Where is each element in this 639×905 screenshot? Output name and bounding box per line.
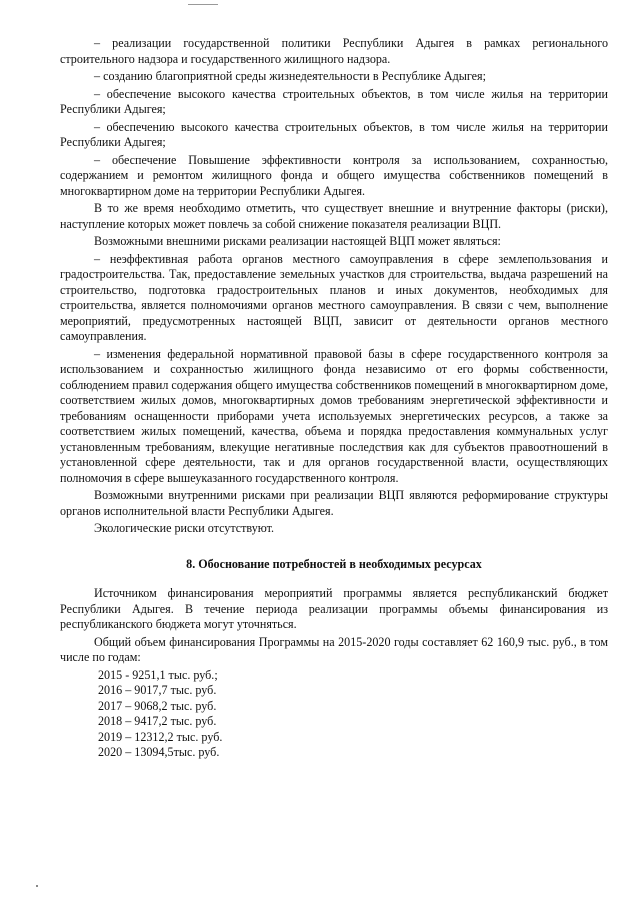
paragraph-internal-risks: Возможными внутренними рисками при реализации ВЦП являются реформирование структуры органов исполнительной власти Республики Адыгея. (60, 488, 608, 518)
funding-year-2019: 2019 – 12312,2 тыс. руб. (98, 729, 223, 744)
scan-artifact (188, 4, 218, 5)
paragraph-control-efficiency: – обеспечение Повышение эффективности контроля за использованием, сохранностью, содержанием и ремонтом жилищного фонда и общего имущества собственников помещений в многоквартирном доме на территории Республики Адыгея. (60, 152, 608, 198)
section-title: 8. Обоснование потребностей в необходимых ресурсах (186, 556, 482, 571)
funding-year-2016: 2016 – 9017,7 тыс. руб. (98, 683, 217, 697)
funding-year-2018: 2018 – 9417,2 тыс. руб. (98, 714, 217, 728)
paragraph-local-government-risk: – неэффективная работа органов местного самоуправления в сфере землепользования и градостроительства. Так, предоставление земельных участков для строительства, выдача разрешений на строительство, подготовка градостроительных планов и иных документов, необходимых для строительства, является полномочиями органов местного самоуправления. В связи с чем, выполнение мероприятий, предусмотренных настоящей ВЦП, зависит от деятельности органов местного самоуправления. (60, 251, 608, 343)
funding-year-2020: 2020 – 13094,5тыс. руб. (98, 745, 220, 759)
funding-by-year-list (60, 668, 608, 761)
funding-year-2017: 2017 – 9068,2 тыс. руб. (98, 698, 217, 713)
paragraph-regional-policy: – реализации государственной политики Республики Адыгея в рамках регионального строительного надзора и государственного жилищного надзора. (60, 36, 608, 66)
document-body (60, 36, 608, 761)
paragraph-quality-objects-1: – обеспечение высокого качества строительных объектов, в том числе жилья на территории Республики Адыгея; (60, 86, 608, 116)
paragraph-risk-factors: В то же время необходимо отметить, что существует внешние и внутренние факторы (риски), наступление которых может повлечь за собой снижение показателя реализации ВЦП. (60, 201, 608, 231)
paragraph-external-risks-intro: Возможными внешними рисками реализации настоящей ВЦП может являться: (94, 234, 501, 248)
scan-artifact-dot (36, 885, 38, 887)
paragraph-funding-source: Источником финансирования мероприятий программы является республиканский бюджет Республики Адыгея. В течение периода реализации программы объемы финансирования из республиканского бюджета могут уточняться. (60, 586, 608, 631)
funding-year-2015: 2015 - 9251,1 тыс. руб.; (98, 667, 218, 682)
paragraph-ecological-risks: Экологические риски отсутствуют. (94, 521, 275, 535)
paragraph-favorable-environment: – созданию благоприятной среды жизнедеятельности в Республике Адыгея; (94, 69, 486, 83)
paragraph-federal-law-risk: – изменения федеральной нормативной правовой базы в сфере государственного контроля за использованием и сохранностью жилищного фонда независимо от его формы собственности, соблюдением правил содержания общего имущества собственников помещений в многоквартирном доме, соответствием жилых домов, многоквартирных домов требованиям энергетической эффективности и требованиям оснащенности приборами учета используемых энергетических ресурсов, а также за соответствием жилых помещений, качества, объема и порядка предоставления коммунальных услуг установленным требованиям, влекущие негативные последствия как для субъектов правоотношений в установленной сфере деятельности, так и для органов государственной власти, осуществляющих полномочия в сфере вышеуказанного государственного контроля. (60, 346, 608, 485)
paragraph-total-funding: Общий объем финансирования Программы на 2015-2020 годы составляет 62 160,9 тыс. руб., в том числе по годам: (60, 634, 608, 664)
paragraph-quality-objects-2: – обеспечению высокого качества строительных объектов, в том числе жилья на территории Республики Адыгея; (60, 119, 608, 149)
